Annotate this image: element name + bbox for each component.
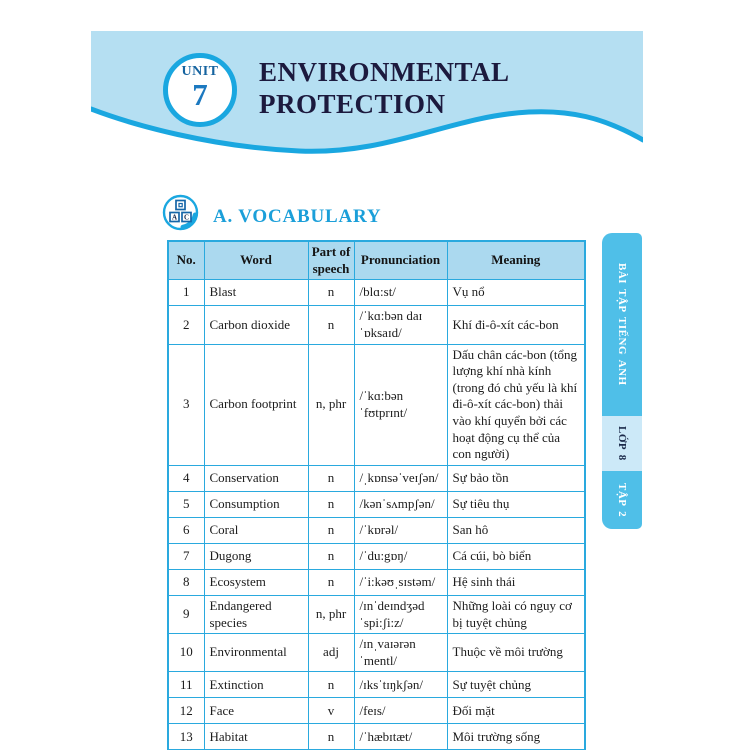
vocab-meaning-cell: Sự bảo tồn: [447, 465, 585, 491]
vocab-row: [168, 698, 585, 724]
vocab-pron-cell: /ˈi:kəʊˌsɪstəm/: [354, 569, 447, 595]
vocab-pron-cell: /ɪnˌvaɪərənˈmentl/: [354, 634, 447, 672]
unit-badge: [163, 53, 237, 127]
vocab-pron-cell: /ˌkɒnsəˈveɪʃən/: [354, 465, 447, 491]
vocab-word-cell: Dugong: [204, 543, 308, 569]
vocab-meaning-cell: Sự tuyệt chủng: [447, 672, 585, 698]
vocab-no-cell: 7: [168, 543, 204, 569]
vocab-meaning-cell: Những loài có nguy cơ bị tuyệt chủng: [447, 595, 585, 633]
vocab-row: [168, 491, 585, 517]
svg-text:C: C: [183, 213, 190, 222]
page-title-line2: PROTECTION: [259, 88, 446, 119]
vocab-word-cell: Coral: [204, 517, 308, 543]
vocab-pos-cell: n: [308, 280, 354, 306]
vocab-pron-cell: /blɑ:st/: [354, 280, 447, 306]
vocab-no-cell: 3: [168, 344, 204, 465]
vocab-column-header: Word: [204, 241, 308, 280]
vocab-column-header: Pronunciation: [354, 241, 447, 280]
vocabulary-section-label: A. VOCABULARY: [213, 205, 382, 227]
vocab-row: [168, 672, 585, 698]
vocab-word-cell: Face: [204, 698, 308, 724]
vocab-row: [168, 634, 585, 672]
vocab-pos-cell: n: [308, 306, 354, 344]
vocab-row: [168, 344, 585, 465]
vocab-column-header: Meaning: [447, 241, 585, 280]
vocab-pron-cell: /ˈkɒrəl/: [354, 517, 447, 543]
vocab-row: [168, 465, 585, 491]
vocabulary-section-heading: [161, 193, 381, 236]
vocab-word-cell: Carbon footprint: [204, 344, 308, 465]
vocab-pos-cell: n, phr: [308, 595, 354, 633]
unit-number: 7: [192, 77, 208, 112]
page-title: [259, 57, 510, 121]
vocab-pron-cell: /ˈkɑ:bən daɪˈɒksaɪd/: [354, 306, 447, 344]
vocab-pron-cell: /ɪnˈdeɪndʒəd ˈspi:ʃi:z/: [354, 595, 447, 633]
vocab-word-cell: Conservation: [204, 465, 308, 491]
vocab-row: [168, 569, 585, 595]
vocab-pron-cell: /feɪs/: [354, 698, 447, 724]
vocab-word-cell: Consumption: [204, 491, 308, 517]
unit-label: UNIT: [181, 64, 219, 79]
vocab-pron-cell: /ɪksˈtɪŋkʃən/: [354, 672, 447, 698]
vocab-meaning-cell: Hệ sinh thái: [447, 569, 585, 595]
vocab-table: [167, 240, 586, 750]
vocab-pron-cell: /ˈdu:gɒŋ/: [354, 543, 447, 569]
vocab-row: [168, 517, 585, 543]
vocab-pos-cell: n: [308, 543, 354, 569]
vocab-pos-cell: adj: [308, 634, 354, 672]
vocab-meaning-cell: Cá cúi, bò biển: [447, 543, 585, 569]
vocab-meaning-cell: Thuộc về môi trường: [447, 634, 585, 672]
alphabet-blocks-icon: [161, 193, 202, 236]
vocab-column-header: No.: [168, 241, 204, 280]
vocab-pron-cell: /ˈhæbɪtæt/: [354, 724, 447, 750]
vocab-row: [168, 724, 585, 750]
vocab-pos-cell: n: [308, 724, 354, 750]
vocab-no-cell: 13: [168, 724, 204, 750]
vocab-meaning-cell: Dấu chân các-bon (tổng lượng khí nhà kính (trong đó chủ yếu là khí đi-ô-xít các-bon) thải vào khí quyển bởi các hoạt động cụ thể của con người): [447, 344, 585, 465]
vocab-word-cell: Endangered species: [204, 595, 308, 633]
vocab-row: [168, 543, 585, 569]
vocab-word-cell: Carbon dioxide: [204, 306, 308, 344]
vocab-pos-cell: n: [308, 517, 354, 543]
vocab-no-cell: 10: [168, 634, 204, 672]
vocab-pron-cell: /kənˈsʌmpʃən/: [354, 491, 447, 517]
vocab-row: [168, 595, 585, 633]
vocab-pos-cell: n, phr: [308, 344, 354, 465]
book-edge-tab-section: BÀI TẬP TIẾNG ANH: [602, 233, 642, 416]
vocab-word-cell: Extinction: [204, 672, 308, 698]
vocab-pos-cell: n: [308, 569, 354, 595]
vocab-no-cell: 2: [168, 306, 204, 344]
vocab-no-cell: 1: [168, 280, 204, 306]
vocab-meaning-cell: San hô: [447, 517, 585, 543]
vocab-pos-cell: n: [308, 465, 354, 491]
vocab-word-cell: Environmental: [204, 634, 308, 672]
page-title-line1: ENVIRONMENTAL: [259, 57, 510, 87]
vocab-no-cell: 9: [168, 595, 204, 633]
vocab-word-cell: Habitat: [204, 724, 308, 750]
vocab-no-cell: 5: [168, 491, 204, 517]
vocab-meaning-cell: Đối mặt: [447, 698, 585, 724]
vocab-no-cell: 4: [168, 465, 204, 491]
book-edge-tab-section: LỚP 8: [602, 416, 642, 471]
svg-text:A: A: [171, 213, 178, 222]
vocab-row: [168, 280, 585, 306]
book-edge-tab: [602, 233, 642, 529]
vocab-no-cell: 12: [168, 698, 204, 724]
vocab-word-cell: Ecosystem: [204, 569, 308, 595]
vocab-no-cell: 6: [168, 517, 204, 543]
vocab-meaning-cell: Môi trường sống: [447, 724, 585, 750]
vocab-word-cell: Blast: [204, 280, 308, 306]
vocab-meaning-cell: Sự tiêu thụ: [447, 491, 585, 517]
book-edge-tab-section: TẬP 2: [602, 471, 642, 529]
vocab-row: [168, 306, 585, 344]
vocab-no-cell: 8: [168, 569, 204, 595]
vocab-pos-cell: n: [308, 491, 354, 517]
vocab-meaning-cell: Vụ nổ: [447, 280, 585, 306]
vocab-table-header-row: [168, 241, 585, 280]
vocab-no-cell: 11: [168, 672, 204, 698]
vocab-meaning-cell: Khí đi-ô-xít các-bon: [447, 306, 585, 344]
vocab-pos-cell: v: [308, 698, 354, 724]
vocab-column-header: Part of speech: [308, 241, 354, 280]
vocab-pron-cell: /ˈkɑ:bən ˈfʊtprɪnt/: [354, 344, 447, 465]
vocab-pos-cell: n: [308, 672, 354, 698]
